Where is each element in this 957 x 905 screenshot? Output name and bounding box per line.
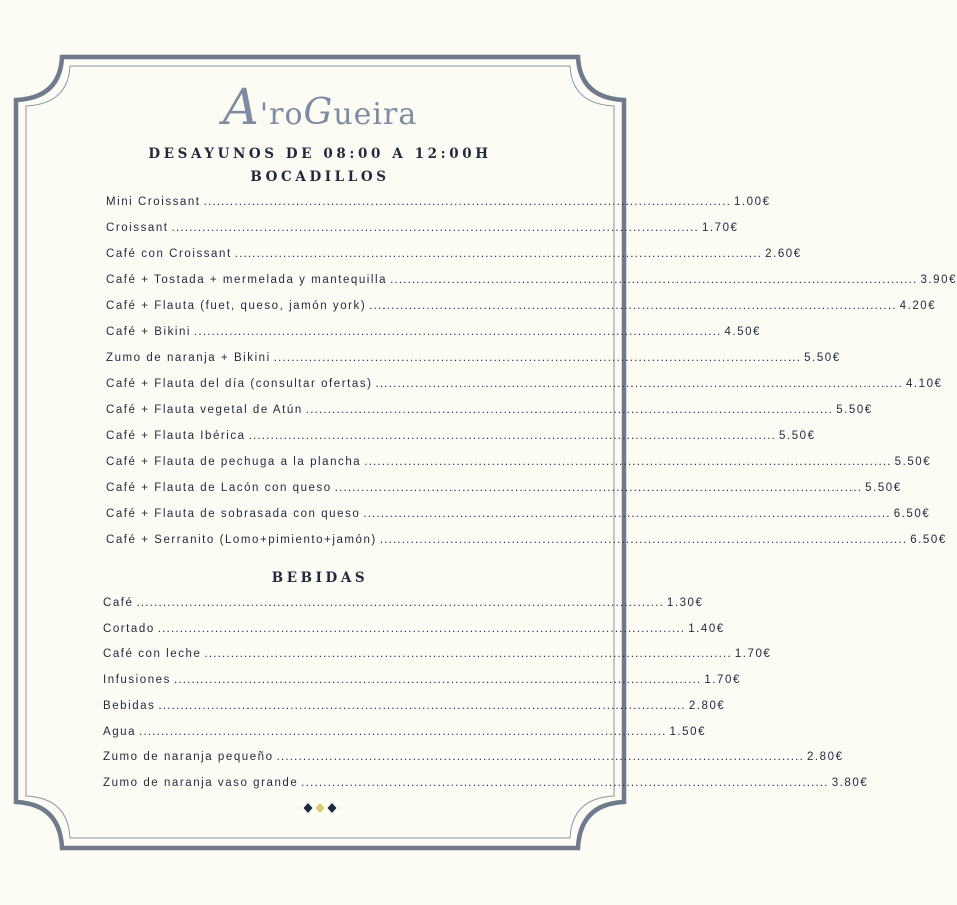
menu-item-price: 5.50€ [865, 482, 902, 494]
menu-item-price: 5.50€ [894, 456, 932, 468]
dot-leader: ........................................................................................................................ [157, 622, 686, 635]
menu-item-price: 6.50€ [910, 534, 947, 546]
menu-item-name: Café + Flauta de pechuga a la plancha [106, 456, 362, 468]
dot-leader: ........................................................................................................................ [203, 196, 731, 208]
dot-leader: ........................................................................................................................ [139, 725, 667, 738]
dot-leader: ........................................................................................................................ [305, 404, 834, 416]
menu-item-name: Zumo de naranja vaso grande [103, 776, 299, 789]
menu-item-price: 1.40€ [688, 622, 725, 635]
menu-item [106, 430, 816, 442]
menu-item [103, 725, 707, 738]
menu-item-name: Zumo de naranja pequeño [103, 751, 274, 764]
menu-item-name: Café + Flauta Ibérica [106, 430, 246, 442]
menu-item-name: Café + Tostada + mermelada y mantequilla [106, 274, 388, 286]
menu-item [103, 648, 772, 661]
menu-item-price: 5.50€ [779, 430, 816, 442]
menu-item-price: 4.50€ [724, 326, 761, 338]
logo-ueira: ueira [333, 97, 418, 132]
menu-item [106, 248, 802, 260]
menu-item-name: Café + Flauta de Lacón con queso [106, 482, 332, 494]
dot-leader: ........................................................................................................................ [375, 378, 903, 390]
menu-item [103, 674, 741, 687]
menu-item-name: Café + Flauta vegetal de Atún [106, 404, 303, 416]
dot-leader: ........................................................................................................................ [364, 456, 892, 468]
menu-item [106, 404, 873, 416]
menu-item-name: Café + Bikini [106, 326, 192, 338]
menu-item-price: 4.20€ [899, 300, 937, 312]
menu-item-name: Café con Croissant [106, 248, 232, 260]
menu-item-name: Mini Croissant [106, 196, 201, 208]
menu-item [106, 508, 931, 520]
menu-item-price: 1.70€ [734, 648, 772, 661]
menu-item [103, 699, 726, 712]
menu-item [103, 597, 704, 609]
menu-item-price: 1.70€ [704, 674, 741, 687]
menu-item-name: Infusiones [103, 674, 171, 687]
dot-leader: ........................................................................................................................ [204, 648, 732, 661]
menu-item-name: Café + Flauta de sobrasada con queso [106, 508, 361, 520]
logo-letter-a: A [222, 78, 260, 136]
logo-apostrophe: ' [259, 97, 270, 132]
dot-leader: ........................................................................................................................ [379, 534, 908, 546]
menu-item-name: Café + Flauta (fuet, queso, jamón york) [106, 300, 367, 312]
menu-item-name: Bebidas [103, 699, 156, 712]
menu-item-price: 6.50€ [893, 508, 931, 520]
diamond-icon [304, 803, 313, 813]
menu-item-price: 5.50€ [804, 352, 841, 364]
menu-item [106, 274, 957, 286]
menu-item [106, 326, 761, 338]
menu-item-name: Zumo de naranja + Bikini [106, 352, 271, 364]
menu-item-name: Café + Flauta del día (consultar ofertas) [106, 378, 373, 390]
dot-leader: ........................................................................................................................ [171, 222, 699, 234]
menu-item [106, 222, 739, 234]
menu-item-name: Croissant [106, 222, 169, 234]
dot-leader: ........................................................................................................................ [334, 482, 863, 494]
menu-item-name: Café + Serranito (Lomo+pimiento+jamón) [106, 534, 377, 546]
menu-item-name: Café [103, 597, 134, 609]
menu-item-price: 1.00€ [733, 196, 771, 208]
menu-item [103, 622, 725, 635]
section-title-bebidas: BEBIDAS [271, 570, 369, 586]
menu-item [106, 300, 937, 312]
brand-logo [0, 78, 640, 136]
dot-leader: ........................................................................................................................ [301, 776, 829, 789]
menu-item [106, 196, 771, 208]
diamond-icon [328, 803, 337, 813]
menu-item-price: 2.60€ [765, 248, 802, 260]
menu-item-price: 1.50€ [669, 725, 707, 738]
menu-item [103, 776, 869, 789]
menu-item [106, 534, 947, 546]
dot-leader: ........................................................................................................................ [158, 699, 686, 712]
dot-leader: ........................................................................................................................ [363, 508, 891, 520]
diamond-icon [316, 803, 325, 813]
dot-leader: ........................................................................................................................ [273, 352, 802, 364]
menu-item-name: Café con leche [103, 648, 202, 661]
menu-item-price: 2.80€ [688, 699, 726, 712]
dot-leader: ........................................................................................................................ [194, 326, 722, 338]
menu-item-price: 1.30€ [666, 597, 704, 609]
menu-item-price: 2.80€ [806, 751, 844, 764]
dot-leader: ........................................................................................................................ [173, 674, 702, 687]
menu-item [106, 352, 841, 364]
logo-letter-g: G [303, 92, 334, 133]
menu-item-name: Cortado [103, 622, 155, 635]
menu-item-price: 4.10€ [905, 378, 943, 390]
dot-leader: ........................................................................................................................ [248, 430, 777, 442]
menu-item [103, 751, 844, 764]
ornament [0, 801, 640, 815]
dot-leader: ........................................................................................................................ [390, 274, 918, 286]
dot-leader: ........................................................................................................................ [234, 248, 763, 260]
menu-item-price: 3.80€ [831, 776, 869, 789]
menu-item-price: 1.70€ [701, 222, 739, 234]
menu-item-name: Agua [103, 725, 137, 738]
menu-item [106, 456, 932, 468]
menu-item-price: 3.90€ [920, 274, 957, 286]
section-title-bocadillos: BOCADILLOS [250, 169, 390, 185]
logo-ro: ro [269, 97, 304, 132]
menu-item-price: 5.50€ [836, 404, 873, 416]
menu-item [106, 378, 943, 390]
menu-item [106, 482, 902, 494]
dot-leader: ........................................................................................................................ [369, 300, 897, 312]
dot-leader: ........................................................................................................................ [136, 597, 664, 609]
schedule-heading: DESAYUNOS DE 08:00 A 12:00H [148, 146, 492, 162]
dot-leader: ........................................................................................................................ [276, 751, 804, 764]
